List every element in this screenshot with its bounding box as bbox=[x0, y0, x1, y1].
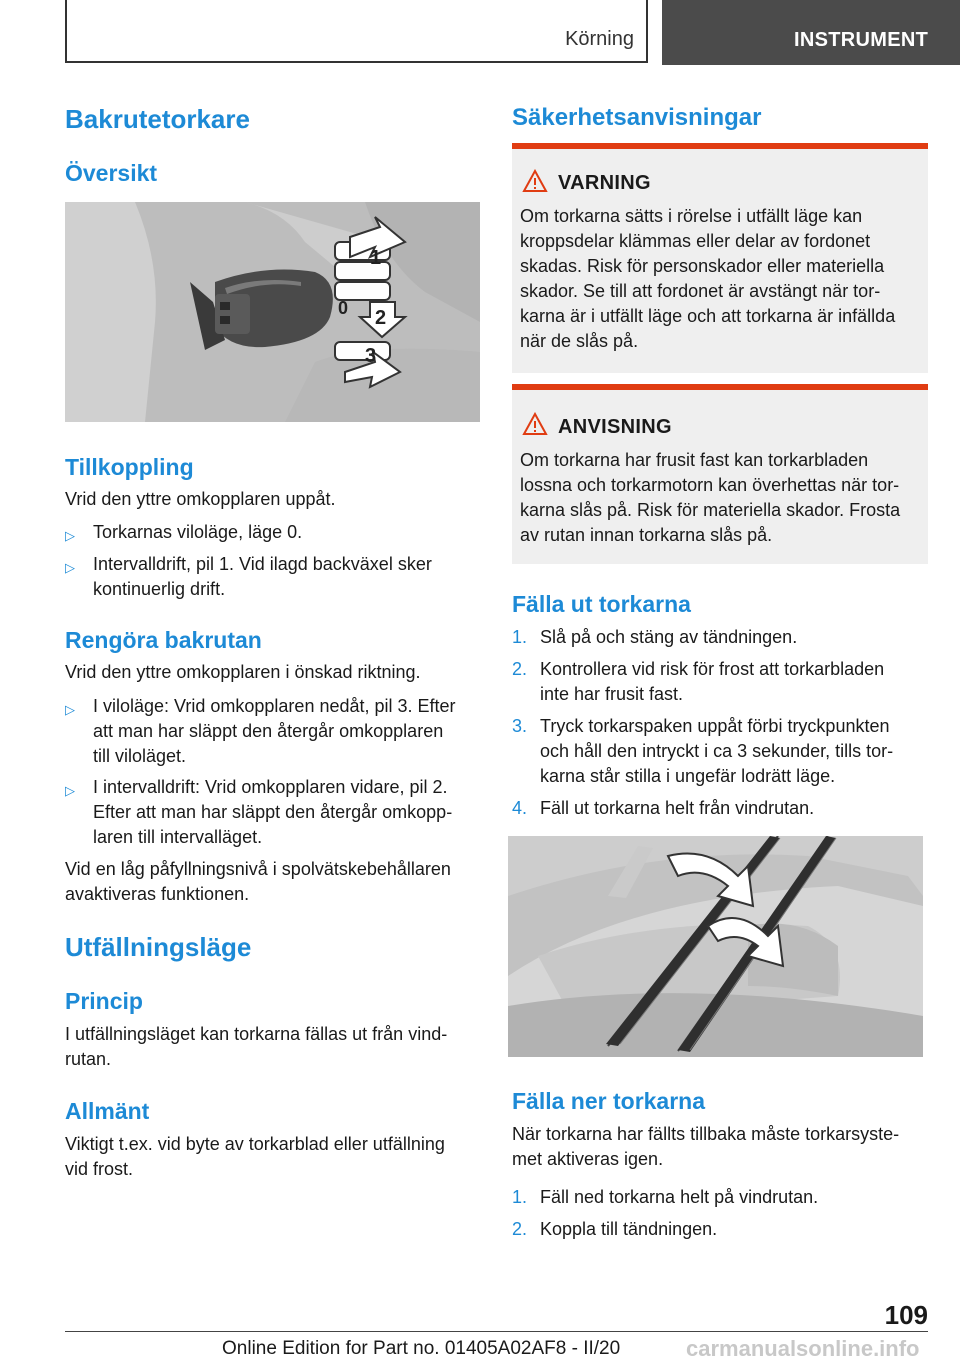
list-item-text: Intervalldrift, pil 1. Vid ilagd backväxel sker bbox=[93, 554, 432, 574]
list-number: 4. bbox=[512, 798, 528, 818]
label-1: 1 bbox=[370, 247, 382, 269]
notice-line: av rutan innan torkarna slås på. bbox=[520, 525, 773, 545]
list-item bbox=[512, 1185, 928, 1210]
list-item-text: Koppla till tändningen. bbox=[540, 1219, 718, 1239]
text-princip-line1: I utfällningsläget kan torkarna fällas ut från vind- bbox=[65, 1024, 448, 1044]
list-item-text: Efter att man har släppt den återgår omkopp- bbox=[93, 802, 453, 822]
warning-line: kroppsdelar klämmas eller delar av fordonet bbox=[520, 231, 871, 251]
list-item bbox=[512, 657, 928, 707]
list-item-text: att man har släppt den återgår omkopplaren bbox=[93, 721, 444, 741]
list-number: 2. bbox=[512, 659, 528, 679]
notice-triangle-icon bbox=[522, 412, 548, 436]
rear-wiper-switch-illustration bbox=[65, 202, 480, 422]
bullet-triangle-icon: ▷ bbox=[65, 560, 75, 575]
heading-tillkoppling: Tillkoppling bbox=[65, 454, 194, 480]
text-princip-line2: rutan. bbox=[65, 1049, 112, 1069]
heading-oversikt: Översikt bbox=[65, 160, 158, 186]
warning-line: skadas. Risk för personskador eller materiella bbox=[520, 256, 885, 276]
heading-allmant: Allmänt bbox=[65, 1098, 150, 1124]
list-item-text: inte har frusit fast. bbox=[540, 684, 684, 704]
list-item bbox=[512, 796, 928, 821]
label-0: 0 bbox=[338, 298, 349, 318]
list-number: 3. bbox=[512, 716, 528, 736]
list-item bbox=[65, 694, 480, 769]
text-allmant-line1: Viktigt t.ex. vid byte av torkarblad eller utfällning bbox=[65, 1134, 445, 1154]
warning-line: Om torkarna sätts i rörelse i utfällt läge kan bbox=[520, 206, 863, 226]
list-item bbox=[512, 1217, 928, 1242]
list-number: 1. bbox=[512, 627, 528, 647]
section-title-sakerhetsanvisningar: Säkerhetsanvisningar bbox=[512, 104, 762, 131]
warning-label: VARNING bbox=[558, 172, 651, 194]
text-allmant-line2: vid frost. bbox=[65, 1159, 134, 1179]
watermark-text: carmanualsonline.info bbox=[686, 1336, 920, 1361]
text-rengora-intro: Vrid den yttre omkopplaren i önskad riktning. bbox=[65, 662, 421, 682]
warning-line: när de slås på. bbox=[520, 331, 639, 351]
windshield-wipers-figure bbox=[508, 836, 923, 1057]
list-item bbox=[65, 520, 480, 545]
edition-text: Online Edition for Part no. 01405A02AF8 - II/20 bbox=[222, 1338, 621, 1359]
rear-wiper-switch-figure bbox=[65, 202, 480, 422]
notice-line: lossna och torkarmotorn kan överhettas när tor- bbox=[520, 475, 900, 495]
bullet-triangle-icon: ▷ bbox=[65, 783, 75, 798]
list-item-text: Tryck torkarspaken uppåt förbi tryckpunkten bbox=[540, 716, 890, 736]
list-item bbox=[512, 625, 928, 650]
list-item-text: Fäll ned torkarna helt på vindrutan. bbox=[540, 1187, 819, 1207]
bullet-triangle-icon: ▷ bbox=[65, 702, 75, 717]
warning-box bbox=[512, 143, 928, 373]
list-item-text: I viloläge: Vrid omkopplaren nedåt, pil 3. Efter bbox=[93, 696, 456, 716]
list-item-text: Kontrollera vid risk för frost att torkarbladen bbox=[540, 659, 885, 679]
heading-falla-ut-torkarna: Fälla ut torkarna bbox=[512, 591, 691, 617]
header-section-title: Körning bbox=[565, 28, 634, 50]
heading-princip: Princip bbox=[65, 988, 143, 1014]
text-fold-in-intro-line2: met aktiveras igen. bbox=[512, 1149, 664, 1169]
list-item bbox=[65, 552, 480, 602]
heading-rengora-bakrutan: Rengöra bakrutan bbox=[65, 627, 262, 653]
notice-line: Om torkarna har frusit fast kan torkarbladen bbox=[520, 450, 869, 470]
warning-triangle-icon bbox=[522, 169, 548, 193]
list-item bbox=[65, 775, 480, 850]
list-item-text: kontinuerlig drift. bbox=[93, 579, 226, 599]
text-fold-in-intro-line1: När torkarna har fällts tillbaka måste torkarsyste- bbox=[512, 1124, 900, 1144]
bullet-triangle-icon: ▷ bbox=[65, 528, 75, 543]
text-rengora-note-line1: Vid en låg påfyllningsnivå i spolvätskebehållaren bbox=[65, 859, 451, 879]
list-item-text: karna står stilla i ungefär lodrätt läge. bbox=[540, 766, 836, 786]
list-item-text: Torkarnas viloläge, läge 0. bbox=[93, 522, 303, 542]
list-item bbox=[512, 714, 928, 789]
label-2: 2 bbox=[375, 307, 387, 329]
page-number: 109 bbox=[884, 1300, 928, 1330]
list-item-text: I intervalldrift: Vrid omkopplaren vidare, pil 2. bbox=[93, 777, 448, 797]
list-item-text: laren till intervalläget. bbox=[93, 827, 263, 847]
list-item-text: och håll den intryckt i ca 3 sekunder, tills tor- bbox=[540, 741, 894, 761]
header-section-box bbox=[65, 0, 648, 63]
notice-label: ANVISNING bbox=[558, 416, 672, 438]
text-rengora-note-line2: avaktiveras funktionen. bbox=[65, 884, 250, 904]
list-item-text: till viloläget. bbox=[93, 746, 187, 766]
warning-line: karna är i utfällt läge och att torkarna är infällda bbox=[520, 306, 896, 326]
warning-line: skador. Se till att fordonet är avstängt när tor- bbox=[520, 281, 881, 301]
list-number: 1. bbox=[512, 1187, 528, 1207]
heading-falla-ner-torkarna: Fälla ner torkarna bbox=[512, 1088, 706, 1114]
label-3: 3 bbox=[365, 345, 377, 367]
section-title-bakrutetorkare: Bakrutetorkare bbox=[65, 104, 250, 134]
header-chapter-tab: INSTRUMENT bbox=[662, 0, 960, 65]
notice-box bbox=[512, 384, 928, 564]
section-title-utfallningslage: Utfällningsläge bbox=[65, 932, 252, 962]
text-tillkoppling-intro: Vrid den yttre omkopplaren uppåt. bbox=[65, 489, 336, 509]
list-item-text: Slå på och stäng av tändningen. bbox=[540, 627, 798, 647]
list-number: 2. bbox=[512, 1219, 528, 1239]
windshield-wipers-illustration bbox=[508, 836, 923, 1057]
footer-divider bbox=[65, 1331, 928, 1332]
list-item-text: Fäll ut torkarna helt från vindrutan. bbox=[540, 798, 815, 818]
notice-line: karna slås på. Risk för materiella skador. Frosta bbox=[520, 500, 901, 520]
